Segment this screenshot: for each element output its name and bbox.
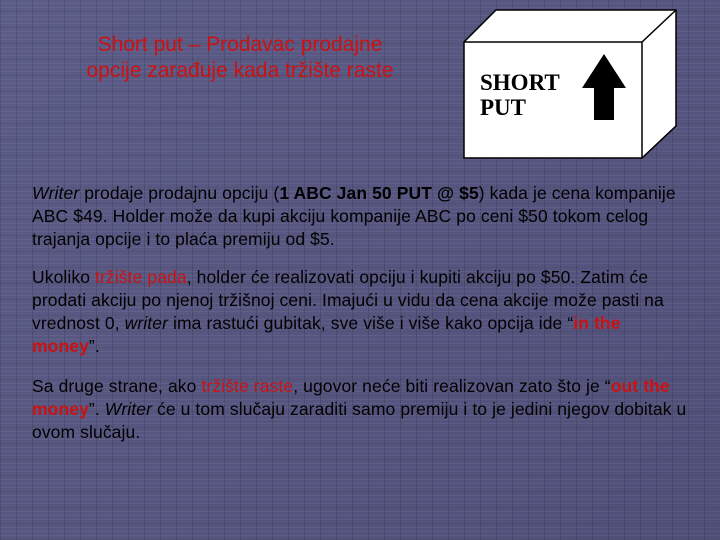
paragraph2-text-b: , holder će realizovati opciju i kupiti akciju po $50. Zatim će prodati akciju po njenoj tržišnoj ceni. Imajući u vidu da cena akcije može pasti na vrednost 0, [32,267,664,333]
paragraph1-text-b: ) kada je cena kompanije ABC $49. Holder može da kupi akciju kompanije ABC po ceni $50 tokom celog trajanja opcije i to plaća premiju od $5. [32,183,676,249]
option-contract: 1 ABC Jan 50 PUT @ $5 [279,183,479,203]
paragraph3-text-b: , ugovor neće biti realizovan zato što je “ [293,376,611,396]
paragraph3-text-d: će u tom slučaju zaraditi samo premiju i to je jedini njegov dobitak u ovom slučaju. [32,399,687,442]
slide-title-line2: opcije zarađuje kada tržište raste [86,59,394,82]
box-label-short: SHORT [480,70,560,95]
market-falls-highlight: tržište pada [95,267,187,287]
paragraph3-text-a: Sa druge strane, ako [32,376,202,396]
writer-term: writer [124,313,169,333]
writer-term: Writer [32,183,80,203]
paragraph-market-falls [32,266,692,358]
slide-title [30,32,450,84]
paragraph-market-rises [32,375,692,444]
short-put-box-illustration [444,6,680,164]
out-the-money-highlight: out the money [32,376,670,419]
paragraph-writer-sells-put [32,182,692,251]
box-label-put: PUT [480,95,526,120]
paragraph2-text-a: Ukoliko [32,267,96,287]
paragraph3-text-c: ”. [88,399,105,419]
in-the-money-highlight: in the money [32,313,621,356]
paragraph2-text-d: ”. [88,336,100,356]
writer-term: Writer [104,399,153,419]
market-rises-highlight: tržište raste [201,376,294,396]
paragraph1-text-a: prodaje prodajnu opciju ( [79,183,280,203]
paragraph2-text-c: ima rastući gubitak, sve više i više kako opcija ide “ [168,313,574,333]
slide-title-line1: Short put – Prodavac prodajne [97,33,383,56]
